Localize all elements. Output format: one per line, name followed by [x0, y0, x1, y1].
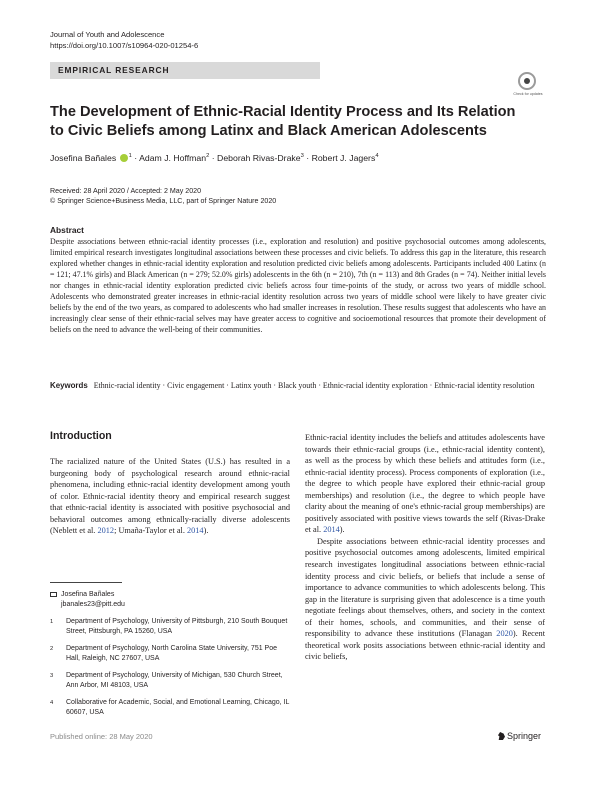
footnote-divider	[50, 582, 122, 583]
affiliation-text: Department of Psychology, University of Michigan, 530 Church Street, Ann Arbor, MI 48103, USA	[66, 672, 283, 689]
body-paragraph	[305, 432, 545, 536]
affiliation-text: Collaborative for Academic, Social, and Emotional Learning, Chicago, IL 60607, USA	[66, 699, 290, 716]
springer-knight-icon	[498, 732, 505, 740]
orcid-icon[interactable]	[120, 154, 128, 162]
citation-link[interactable]: 2014	[186, 526, 204, 536]
paragraph-text: ). Recent theoretical work posits associations between ethnic-racial identity and civic beliefs,	[305, 629, 545, 662]
title-line-1: The Development of Ethnic-Racial Identity Process and Its Relation	[50, 104, 516, 120]
author-affiliation-mark: 1	[128, 153, 132, 160]
article-history	[50, 186, 276, 207]
keywords-label: Keywords	[50, 381, 88, 390]
author-list	[50, 153, 550, 163]
paragraph-text: Despite associations between ethnic-racial identity processes and positive psychosocial outcomes among adolescents, limited empirical research investigates longitudinal associations between ethnic-racial identity process and civic beliefs, or beliefs that include a sense of importance to advance communities to which adolescents belong. This gap in the literature is surprising given that adolescence is a time youth negotiate feelings about themselves, others, and society in the context of their homes, schools, and communities, and their sense of responsibility to advance these institutions (Flanagan	[305, 536, 545, 639]
published-online: Published online: 28 May 2020	[50, 732, 153, 741]
affiliation-item	[50, 617, 290, 637]
citation-link[interactable]: 2020	[496, 629, 513, 639]
affiliation-number: 3	[50, 673, 54, 679]
affiliation-item	[50, 671, 290, 691]
received-accepted-dates: Received: 28 April 2020 / Accepted: 2 May 2020	[50, 187, 202, 195]
envelope-icon	[50, 592, 57, 597]
keywords-list: Ethnic-racial identity · Civic engagement · Latinx youth · Black youth · Ethnic-racial identity exploration · Ethnic-racial identity resolution	[93, 381, 535, 390]
affiliation-number: 4	[50, 700, 54, 706]
corresponding-email[interactable]: jbanales23@pitt.edu	[61, 601, 125, 608]
publisher-name: Springer	[507, 731, 542, 741]
abstract-text: Despite associations between ethnic-racial identity processes (i.e., exploration and resolution) and positive psychosocial outcomes among adolescents, limited empirical research investigates longitudinal associations between these processes and civic beliefs. To address this gap in the literature, this research explored whether changes in ethnic-racial identity exploration and resolution predicted civic beliefs among adolescents. Participants included 400 Latinx (n = 121; 47.1% girls) and Black American (n = 279; 52.0% girls) adolescents in the 6th (n = 210), 7th (n = 113) and 8th Grades (n = 74). Neither initial levels nor changes in ethnic-racial identity exploration predicted civic beliefs across four time-points of the study, or across two years of middle school. Adolescents who demonstrated greater increases in ethnic-racial identity resolution across two years of middle school were likely to have greater civic beliefs by the end of the two years, as compared to adolescents who had smaller increases in resolution. These results suggest that adolescents who have an increasingly clear sense of their ethnic-racial selves may have greater access to cognitive and socioemotional resources that promote their development of beliefs on the need to advance the well-being of their communities.	[50, 237, 546, 334]
copyright-line: © Springer Science+Business Media, LLC, part of Springer Nature 2020	[50, 197, 277, 206]
corresponding-author: Josefina Bañales	[61, 591, 115, 598]
intro-paragraph	[50, 456, 290, 537]
affiliation-item	[50, 698, 290, 718]
keywords-block	[50, 380, 546, 391]
paragraph-text: ).	[203, 526, 209, 536]
author-name[interactable]: Deborah Rivas-Drake	[217, 153, 301, 163]
section-label: EMPIRICAL RESEARCH	[58, 65, 170, 75]
citation-link[interactable]: 2012	[97, 526, 115, 536]
publisher-logo	[498, 731, 541, 741]
author-separator: ·	[306, 153, 310, 163]
journal-name: Journal of Youth and Adolescence	[50, 30, 165, 39]
left-column-text	[50, 456, 290, 537]
doi-link[interactable]: https://doi.org/10.1007/s10964-020-01254-6	[50, 40, 199, 50]
check-for-updates-badge[interactable]	[512, 72, 544, 104]
affiliation-number: 2	[50, 646, 54, 652]
article-title	[50, 103, 540, 140]
paragraph-text: ).	[339, 525, 345, 535]
author-name[interactable]: Adam J. Hoffman	[139, 153, 207, 163]
author-affiliation-mark: 4	[375, 153, 379, 160]
author-affiliation-mark: 2	[206, 153, 210, 160]
author-name[interactable]: Robert J. Jagers	[311, 153, 376, 163]
author-affiliation-mark: 3	[300, 153, 304, 160]
check-updates-label: Check for updates	[513, 92, 543, 96]
section-banner	[50, 62, 320, 79]
abstract-heading: Abstract	[50, 225, 84, 235]
affiliation-text: Department of Psychology, North Carolina State University, 751 Poe Hall, Raleigh, NC 27607, USA	[66, 645, 278, 662]
correspondence-block	[50, 590, 125, 610]
author-separator: ·	[211, 153, 215, 163]
introduction-heading: Introduction	[50, 430, 112, 442]
author-separator: ·	[134, 153, 138, 163]
title-line-2: to Civic Beliefs among Latinx and Black American Adolescents	[50, 122, 487, 139]
paragraph-text: Ethnic-racial identity includes the beliefs and attitudes adolescents have towards their ethnic-racial groups (i.e., ethnic-racial identity content), as well as the process by which these beliefs and attitudes form (i.e., ethnic-racial identity process). Process components of exploration (i.e., the degree to which people have explored their ethnic-racial group memberships) and resolution (i.e., the degree to which people have clarity about the meaning of one's ethnic-racial group memberships) are positively associated with positive views towards the self (Rivas-Drake et al.	[305, 433, 545, 535]
paragraph-text: The racialized nature of the United States (U.S.) has resulted in a burgeoning body of psychological research around ethnic-racial phenomena, including ethnic-racial identity development among youth of color. Ethnic-racial identity theory and empirical research suggest that ethnic-racial identity is associated with positive psychosocial and behavioral outcomes among ethnically-racially diverse adolescents (Neblett et al.	[50, 457, 290, 536]
paragraph-text: ; Umaña-Taylor et al.	[114, 526, 187, 536]
author-name[interactable]: Josefina Bañales	[50, 153, 117, 163]
affiliation-item	[50, 644, 290, 664]
citation-link[interactable]: 2014	[323, 525, 340, 535]
check-updates-icon	[518, 72, 536, 90]
right-column-text	[305, 432, 545, 663]
body-paragraph	[305, 536, 545, 663]
journal-header	[50, 30, 198, 51]
affiliation-number: 1	[50, 619, 54, 625]
affiliation-text: Department of Psychology, University of Pittsburgh, 210 South Bouquet Street, Pittsburgh, PA 15260, USA	[66, 618, 288, 635]
